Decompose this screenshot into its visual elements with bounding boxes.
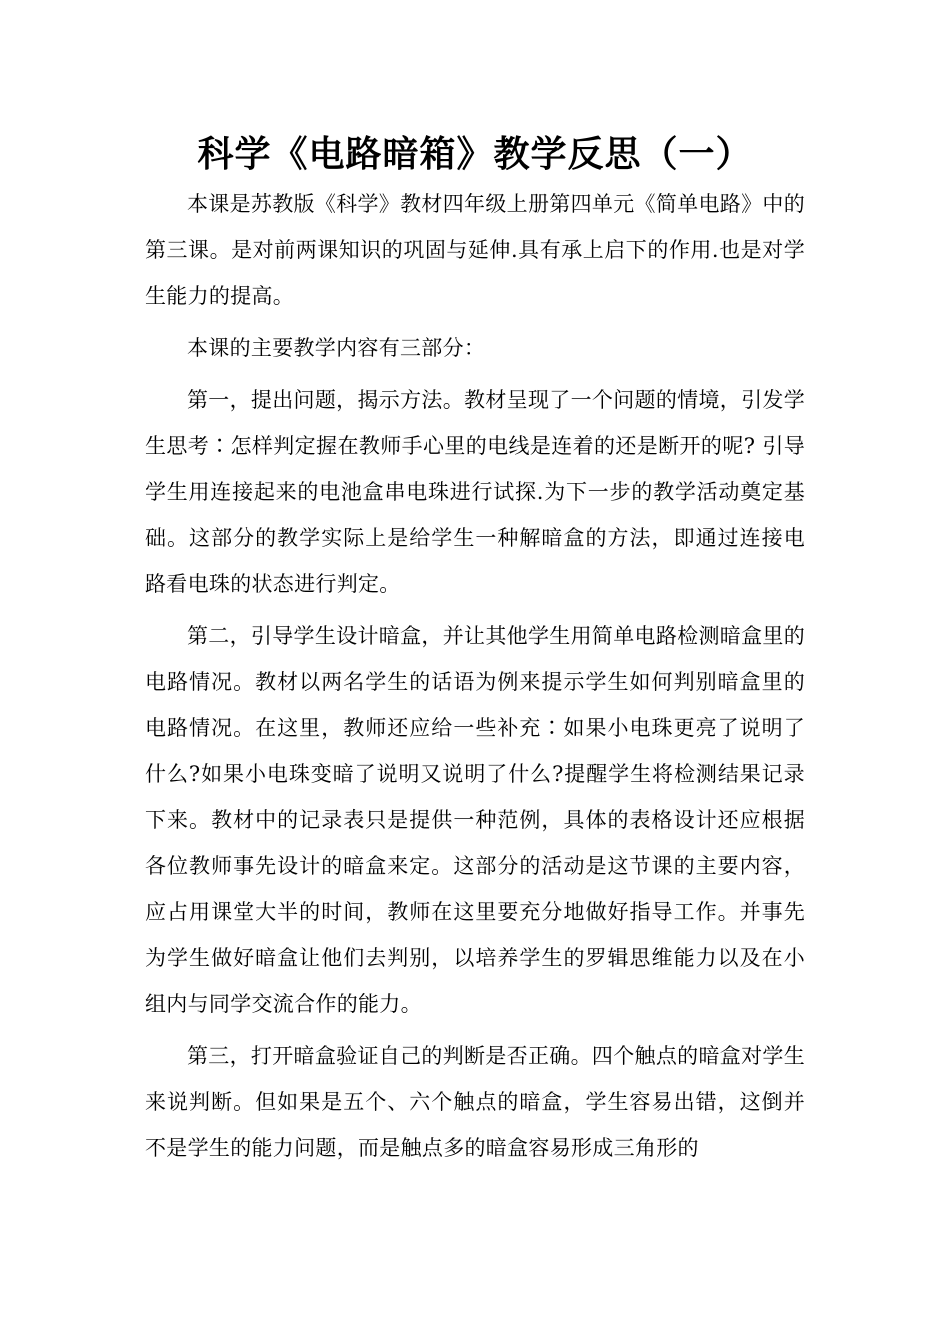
paragraph-content-overview: 本课的主要教学内容有三部分：	[187, 336, 486, 360]
paragraph-part-one: 第一，提出问题，揭示方法。教材呈现了一个问题的情境，引发学生思考∶怎样判定握在教师手心里的电线是连着的还是断开的呢? 引导学生用连接起来的电池盒串电珠进行试探.为下一步的教学活动奠定基础。这部分的教学实际上是给学生一种解暗盒的方法，即通过连接电路看电珠的状态进行判定。	[145, 388, 805, 596]
document-title: 科学《电路暗箱》教学反思（一）	[197, 133, 753, 175]
document-body	[145, 181, 805, 1171]
paragraph-intro: 本课是苏教版《科学》教材四年级上册第四单元《简单电路》中的第三课。是对前两课知识的巩固与延伸.具有承上启下的作用.也是对学生能力的提高。	[145, 192, 805, 308]
paragraph-part-two: 第二，引导学生设计暗盒，并让其他学生用简单电路检测暗盒里的电路情况。教材以两名学生的话语为例来提示学生如何判别暗盒里的电路情况。在这里，教师还应给一些补充∶如果小电珠更亮了说明了什么?如果小电珠变暗了说明又说明了什么?提醒学生将检测结果记录下来。教材中的记录表只是提供一种范例，具体的表格设计还应根据各位教师事先设计的暗盒来定。这部分的活动是这节课的主要内容，应占用课堂大半的时间，教师在这里要充分地做好指导工作。并事先为学生做好暗盒让他们去判别，以培养学生的罗辑思维能力以及在小组内与同学交流合作的能力。	[145, 624, 805, 1016]
paragraph-part-three: 第三，打开暗盒验证自己的判断是否正确。四个触点的暗盒对学生来说判断。但如果是五个、六个触点的暗盒，学生容易出错，这倒并不是学生的能力问题，而是触点多的暗盒容易形成三角形的	[145, 1044, 805, 1160]
